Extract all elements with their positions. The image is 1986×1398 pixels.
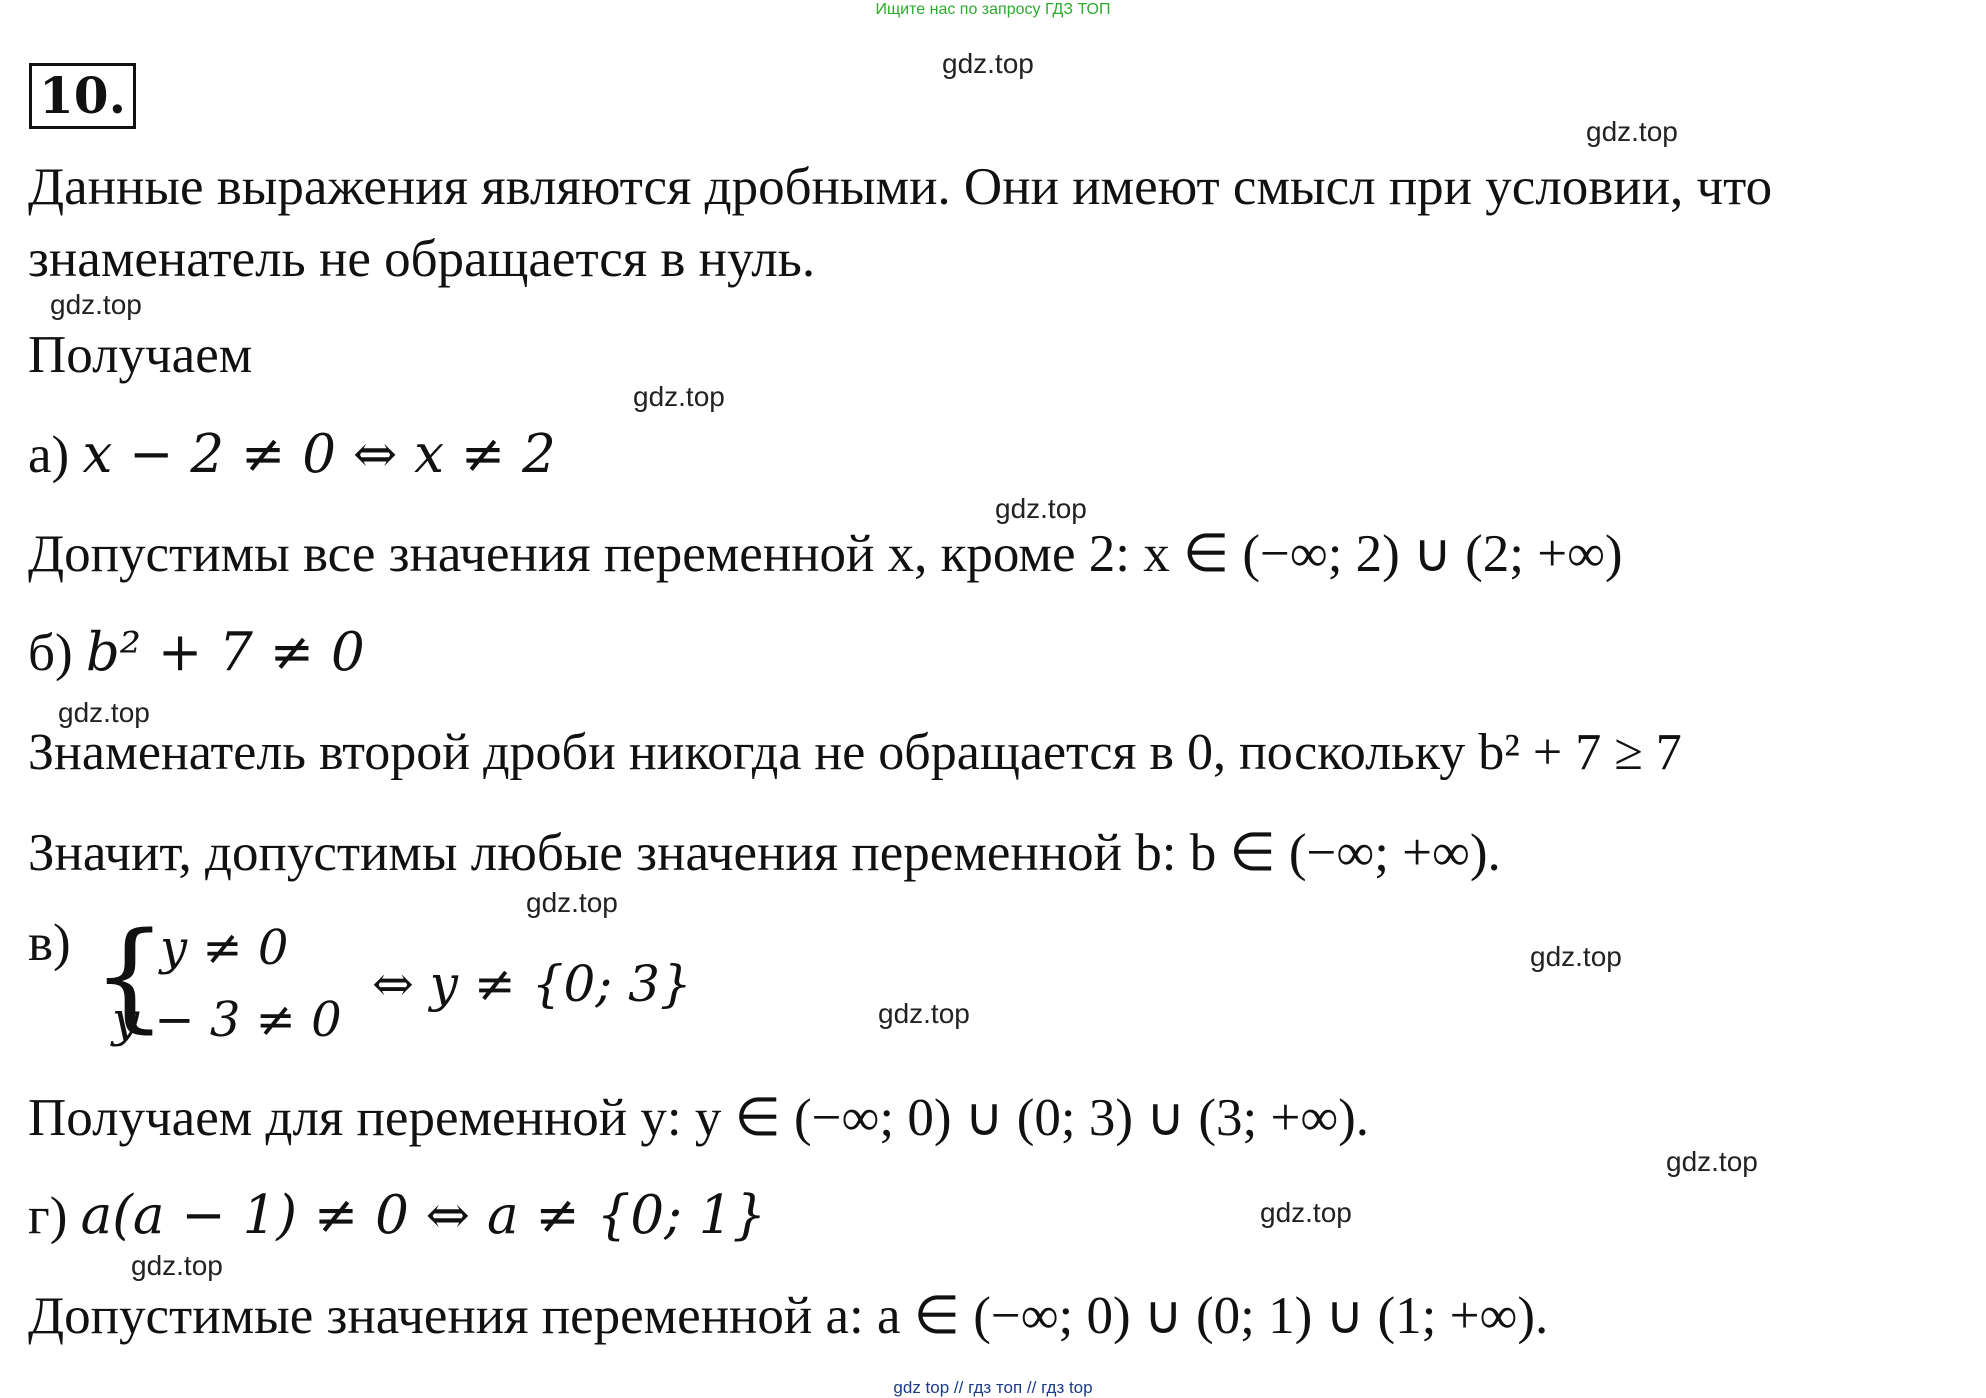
part-a-math: x − 2 ≠ 0 ⇔ x ≠ 2 [82,424,556,485]
watermark: gdz.top [878,998,970,1029]
part-b-text-2: Значит, допустимы любые значения переменной b: b ∈ (−∞; +∞). [28,824,1501,882]
search-banner[interactable]: Ищите нас по запросу ГДЗ ТОП [875,1,1111,18]
intro-line-1: Данные выражения являются дробными. Они имеют смысл при условии, что [28,158,1773,216]
watermark: gdz.top [1530,941,1622,972]
part-g [28,1186,766,1246]
watermark: gdz.top [58,697,150,728]
system-brace: { [92,906,168,1044]
part-b-label: б) [28,624,73,682]
watermark: gdz.top [50,289,142,320]
part-g-label: г) [28,1187,68,1245]
watermark: gdz.top [1260,1197,1352,1228]
watermark: gdz.top [1586,116,1678,147]
task-number: 10. [29,63,136,129]
part-a-text: Допустимы все значения переменной x, кроме 2: x ∈ (−∞; 2) ∪ (2; +∞) [28,525,1623,583]
watermark: gdz.top [633,381,725,412]
part-g-math: a(a − 1) ≠ 0 ⇔ a ≠ {0; 1} [80,1185,767,1246]
watermark: gdz.top [526,887,618,918]
part-a [28,425,556,485]
part-b-text-1: Знаменатель второй дроби никогда не обращается в 0, поскольку b² + 7 ≥ 7 [28,724,1682,781]
watermark: gdz.top [942,48,1034,79]
part-b-math: b² + 7 ≠ 0 [85,622,365,683]
obtain-label: Получаем [28,326,253,384]
system-row-2: y − 3 ≠ 0 [112,992,342,1048]
part-a-label: а) [28,426,70,484]
part-b [28,623,365,683]
part-g-text: Допустимые значения переменной a: a ∈ (−∞; 0) ∪ (0; 1) ∪ (1; +∞). [28,1287,1549,1345]
intro-line-2: знаменатель не обращается в нуль. [28,230,816,288]
system-row-1: y ≠ 0 [160,920,289,976]
system-result: ⇔ y ≠ {0; 3} [372,955,692,1013]
part-v-label: в) [28,914,71,972]
watermark: gdz.top [131,1250,223,1281]
watermark: gdz.top [1666,1146,1758,1177]
footer-links[interactable]: gdz top // гдз топ // гдз top [893,1378,1093,1397]
watermark: gdz.top [995,493,1087,524]
part-v-text: Получаем для переменной y: y ∈ (−∞; 0) ∪ (0; 3) ∪ (3; +∞). [28,1089,1370,1147]
